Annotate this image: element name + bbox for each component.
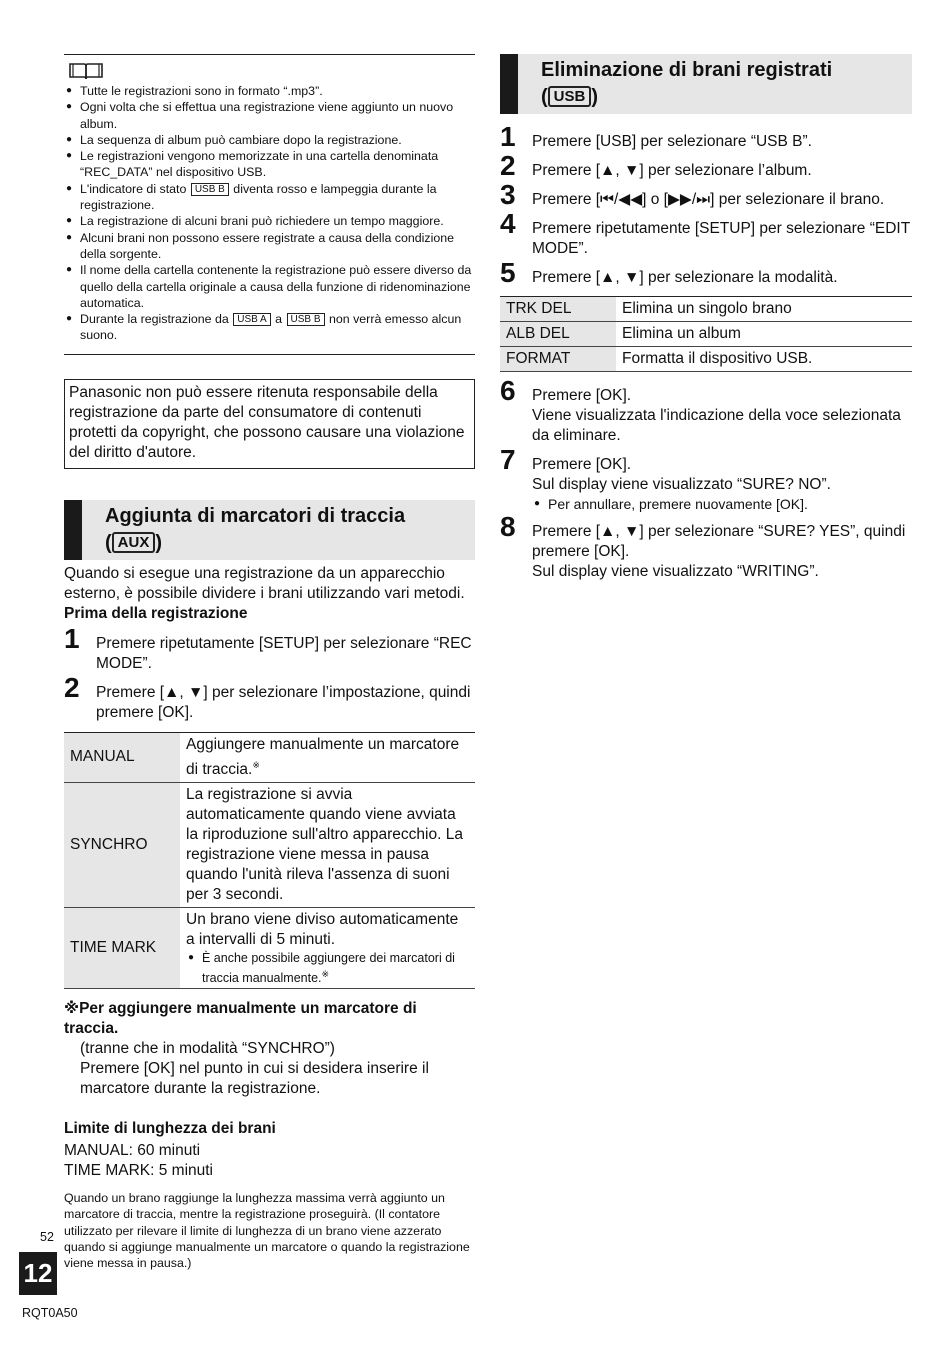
notes-top-rule [64, 54, 475, 55]
usb-tag-line: ( USB ) [541, 86, 599, 108]
mode-key: SYNCHRO [64, 782, 180, 907]
aux-section-heading [64, 500, 475, 560]
right-column [500, 54, 912, 582]
mode-key: FORMAT [500, 347, 616, 372]
step-number: 1 [64, 622, 80, 654]
step-number: 2 [500, 150, 516, 181]
mode-value: Elimina un album [622, 325, 741, 342]
step-text: Premere [OK]. Viene visualizzata l'indicazione della voce selezionata da eliminare. [532, 387, 901, 444]
note-text: a [275, 312, 283, 327]
mode-value: Formatta il dispositivo USB. [622, 350, 813, 367]
step-number: 7 [500, 444, 516, 475]
step-text: Premere ripetutamente [SETUP] per selezionare “REC MODE”. [96, 634, 472, 672]
mode-value: Un brano viene diviso automaticamente a intervalli di 5 minuti. ● È anche possibile aggiungere dei marcatori di traccia manualmente.※ [180, 907, 475, 988]
table-row [500, 347, 912, 372]
usb-step-1 [500, 121, 912, 152]
step-number: 4 [500, 208, 516, 239]
usb-step-4 [500, 208, 912, 259]
mode-key: TRK DEL [500, 297, 616, 322]
step-text: Premere [▲, ▼] per selezionare “SURE? YES”, quindi premere [OK]. Sul display viene visualizzato “WRITING”. [532, 523, 906, 580]
step-text: Premere [▲, ▼] per selezionare l’impostazione, quindi premere [OK]. [96, 683, 471, 721]
mode-key: MANUAL [64, 732, 180, 782]
cancel-note: ● Per annullare, premere nuovamente [OK]. [532, 495, 912, 513]
table-row [64, 907, 475, 988]
note-item: ● Tutte le registrazioni sono in formato “.mp3”. [64, 83, 475, 99]
limit-title: Limite di lunghezza dei brani [64, 1120, 276, 1138]
note-text: non verrà emesso alcun suono. [80, 312, 462, 343]
note-text: Durante la registrazione da [80, 312, 229, 327]
note-item: ● Ogni volta che si effettua una registrazione viene aggiunto un nuovo album. [64, 99, 475, 132]
mode-value: Elimina un singolo brano [622, 300, 792, 317]
note-item: ● La registrazione di alcuni brani può richiedere un tempo maggiore. [64, 213, 475, 229]
limit-line: TIME MARK: 5 minuti [64, 1162, 213, 1180]
step-number: 2 [64, 671, 80, 703]
footnote-line: (tranne che in modalità “SYNCHRO”) [80, 1040, 335, 1058]
step-number: 3 [500, 179, 516, 210]
note-item: ● Il nome della cartella contenente la registrazione può essere diverso da quello della cartella originale a causa della funzione di ridenominazione automatica. [64, 262, 475, 311]
note-item: ● La sequenza di album può cambiare dopo la registrazione. [64, 132, 475, 148]
table-row [500, 322, 912, 347]
edit-mode-table [500, 296, 912, 372]
usb-step-3 [500, 179, 912, 210]
usb-section-title: Eliminazione di brani registrati [541, 59, 833, 81]
aux-section-title: Aggiunta di marcatori di traccia [105, 504, 406, 527]
mode-key: ALB DEL [500, 322, 616, 347]
step-number: 6 [500, 375, 516, 406]
aux-tag: AUX [112, 532, 156, 553]
footnote-title: ※Per aggiungere manualmente un marcatore di traccia. [64, 1000, 417, 1038]
note-item [64, 181, 475, 214]
note-item [64, 311, 475, 344]
section-tab-number: 12 [19, 1252, 57, 1295]
aux-intro: Quando si esegue una registrazione da un apparecchio esterno, è possibile dividere i brani utilizzando vari metodi. [64, 564, 465, 602]
notes-list [64, 83, 475, 344]
step-text: Premere [USB] per selezionare “USB B”. [532, 133, 812, 150]
usb-b-tag: USB B [191, 183, 229, 196]
rec-mode-table [64, 732, 475, 989]
usb-b-tag: USB B [287, 313, 325, 326]
copyright-disclaimer: Panasonic non può essere ritenuta responsabile della registrazione da parte del consumatore di contenuti protetti da copyright, che possono causare una violazione del diritto d'autore. [64, 379, 475, 469]
mode-value: La registrazione si avvia automaticamente quando viene avviata la riproduzione sull'altro apparecchio. La registrazione viene messa in pausa quando l'unità rileva l'assenza di suoni per 3 secondi. [186, 785, 463, 903]
heading-bar [500, 54, 518, 114]
note-text: L'indicatore di stato [80, 181, 187, 196]
aux-step-2 [64, 671, 475, 723]
document-code: RQT0A50 [22, 1306, 78, 1320]
limit-line: MANUAL: 60 minuti [64, 1142, 201, 1160]
left-column [64, 54, 475, 1272]
usb-step-8 [500, 511, 912, 582]
step-text: Premere ripetutamente [SETUP] per selezionare “EDIT MODE”. [532, 220, 910, 257]
footnote-line: Premere [OK] nel punto in cui si desidera inserire il marcatore durante la registrazione. [80, 1060, 429, 1098]
usb-tag: USB [548, 86, 592, 107]
usb-step-5 [500, 257, 912, 288]
usb-step-7 [500, 444, 912, 513]
mode-note: ● È anche possibile aggiungere dei marcatori di traccia manualmente.※ [186, 950, 469, 986]
note-item: ● Le registrazioni vengono memorizzate in una cartella denominata “REC_DATA” nel dispositivo USB. [64, 148, 475, 181]
book-note-icon [68, 61, 104, 81]
table-row [64, 732, 475, 782]
step-number: 1 [500, 121, 516, 152]
mode-value: Aggiungere manualmente un marcatore di traccia.※ [186, 735, 460, 778]
mode-key: TIME MARK [64, 907, 180, 988]
notes-bottom-rule [64, 354, 475, 355]
note-text: diventa rosso e lampeggia durante la registrazione. [80, 181, 437, 213]
step-text: Premere [▲, ▼] per selezionare l’album. [532, 162, 812, 179]
usb-step-2 [500, 150, 912, 181]
aux-tag-line: ( AUX ) [105, 531, 163, 554]
usb-step-6 [500, 375, 912, 446]
table-row [500, 297, 912, 322]
note-item: ● Alcuni brani non possono essere registrate a causa della condizione della sorgente. [64, 230, 475, 263]
step-text: Premere [OK]. Sul display viene visualizzato “SURE? NO”. ● Per annullare, premere nuovamente [OK]. [532, 455, 912, 513]
limit-note: Quando un brano raggiunge la lunghezza massima verrà aggiunto un marcatore di traccia, mentre la registrazione proseguirà. (Il contatore utilizzato per rilevare il limite di lunghezza di un brano viene azzerato quando si aggiunge manualmente un marcatore o quando la registrazione viene messa in pausa.) [64, 1191, 470, 1271]
step-number: 8 [500, 511, 516, 542]
heading-bar [64, 500, 82, 560]
step-text: Premere [▲, ▼] per selezionare la modalità. [532, 269, 838, 286]
usb-section-heading [500, 54, 912, 114]
page-number: 52 [40, 1230, 54, 1244]
step-number: 5 [500, 257, 516, 288]
aux-step-1 [64, 622, 475, 674]
table-row [64, 782, 475, 907]
before-recording-title: Prima della registrazione [64, 604, 248, 622]
usb-a-tag: USB A [233, 313, 270, 326]
step-text: Premere [⏮/◀◀] o [▶▶/⏭] per selezionare il brano. [532, 191, 885, 208]
